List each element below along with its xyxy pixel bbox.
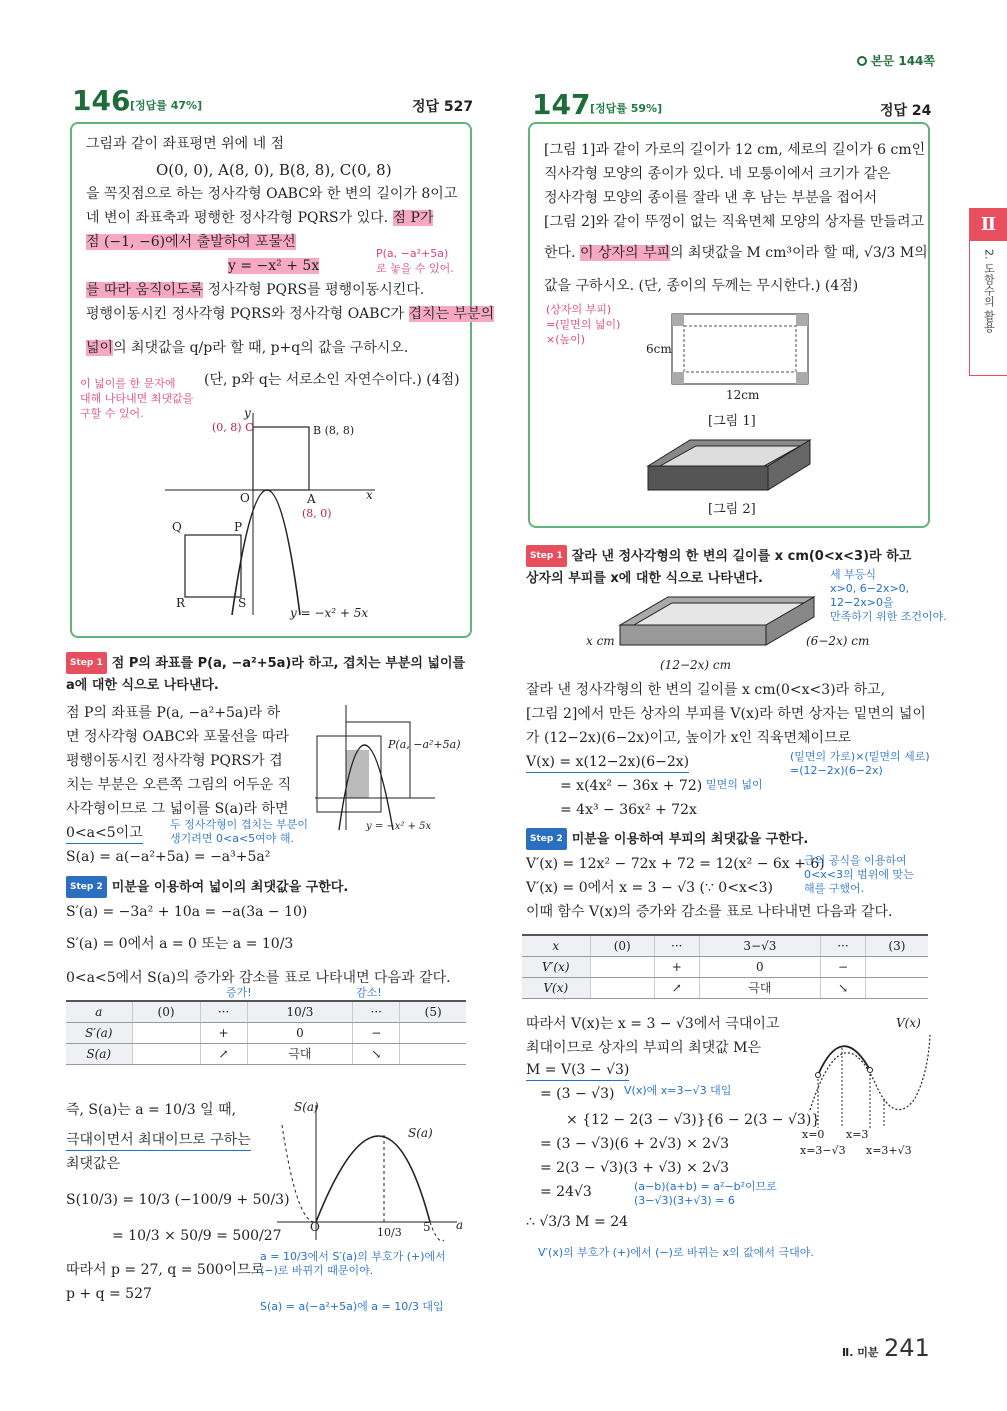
s2-146-l1: S′(a) = −3a² + 10a = −a(3a − 10) — [66, 904, 308, 920]
box-w: (12−2x) cm — [660, 658, 732, 672]
table-147: x (0) ··· 3−√3 ··· (3) V′(x) + 0 − V(x) ↗ 극대 ↘ — [522, 934, 928, 999]
graph2-curve: S(a) — [408, 1126, 433, 1140]
s2-146-l3: 0<a<5에서 S(a)의 증가와 감소를 표로 나타내면 다음과 같다. — [66, 970, 451, 986]
s3-146-l5: = 10/3 × 50/9 = 500/27 — [112, 1228, 282, 1244]
curve-v-main — [818, 1046, 870, 1075]
box-x: x cm — [586, 634, 615, 648]
s3-147-l8: = 24√3 — [540, 1184, 592, 1200]
s3-147-l3: M = V(3 − √3) — [526, 1060, 629, 1081]
square-oabc — [253, 427, 309, 490]
chapter-tab-label: 2. 도함수의 활용 — [982, 249, 996, 333]
s1-146-l4: 치는 부분은 오른쪽 그림의 어두운 직 — [66, 777, 292, 793]
s2-147-l3: 이때 함수 V(x)의 증가와 감소를 표로 나타내면 다음과 같다. — [526, 904, 893, 920]
label-s: S — [238, 596, 247, 610]
q146-line7: 평행이동시킨 정사각형 PQRS와 정사각형 OABC가 겹치는 부분의 — [86, 306, 495, 322]
label-o: O — [240, 491, 250, 505]
inc-label: 증가! — [226, 986, 252, 999]
s3-146-l3: 최댓값은 — [66, 1156, 121, 1172]
open-3 — [868, 1068, 873, 1073]
graph-v-label: V(x) — [896, 1016, 921, 1030]
note-diff-squares: (a−b)(a+b) = a²−b²이므로 (3−√3)(3+√3) = 6 — [634, 1180, 777, 1207]
s1-146-l3: 평행이동시킨 정사각형 PQRS가 겹 — [66, 753, 283, 769]
step2-tag-147: Step 2 — [526, 828, 567, 850]
curve-main — [316, 1136, 430, 1222]
s3-147-l1: 따라서 V(x)는 x = 3 − √3에서 극대이고 — [526, 1016, 780, 1032]
graph-xa: x=3−√3 — [800, 1144, 846, 1157]
fig1-width: 12cm — [726, 388, 760, 402]
circle-icon — [857, 56, 867, 66]
note-substitute: S(a) = a(−a²+5a)에 a = 10/3 대입 — [260, 1300, 444, 1313]
fig2-caption: [그림 2] — [708, 502, 756, 517]
page-number: 241 — [884, 1334, 930, 1362]
s3-147-l9: ∴ √3/3 M = 24 — [526, 1214, 629, 1230]
corner-tr — [796, 314, 808, 326]
s1-146-l6: 0<a<5이고 — [66, 823, 143, 844]
dec-label: 감소! — [356, 986, 382, 999]
step1-146-title: Step 1 점 P의 좌표를 P(a, −a²+5a)라 하고, 겹치는 부분의 넓이를 — [66, 652, 465, 674]
s1-146-l2: 면 정사각형 OABC와 포물선을 따라 — [66, 729, 289, 745]
s1-147-l5: = x(4x² − 36x + 72) — [560, 778, 703, 794]
q146-line8: 넓이의 최댓값을 q/p라 할 때, p+q의 값을 구하시오. — [86, 340, 409, 356]
note-inequality: 세 부등식 x>0, 6−2x>0, 12−2x>0을 만족하기 위한 조건이야. — [830, 568, 947, 623]
problem-147-answer: 정답 24 — [880, 103, 932, 119]
s3-147-l6: = (3 − √3)(6 + 2√3) × 2√3 — [540, 1136, 730, 1152]
note-area: 이 넓이를 한 문자에 대해 나타내면 최댓값을 구할 수 있어. — [80, 377, 194, 420]
open-0 — [816, 1073, 821, 1078]
curve-right — [430, 1222, 444, 1241]
corner-bl — [672, 372, 684, 384]
step1-147-title2: 상자의 부피를 x에 대한 식으로 나타낸다. — [526, 571, 763, 586]
note-base-label: 밑면의 넓이 — [706, 778, 763, 791]
label-y: y — [244, 406, 251, 420]
table-146: a (0) ··· 10/3 ··· (5) S′(a) + 0 − S(a) ↗ 극대 ↘ — [66, 1000, 466, 1065]
q147-line5: 한다. 이 상자의 부피의 최댓값을 M cm³이라 할 때, √3/3 M의 — [544, 245, 928, 261]
graph2-o: O — [310, 1220, 320, 1234]
graph2-a: a — [456, 1218, 464, 1232]
q146-line9: (단, p와 q는 서로소인 자연수이다.) (4점) — [204, 372, 460, 388]
small-curve-label: y = −x² + 5x — [366, 821, 432, 832]
q147-line2: 직사각형 모양의 종이가 있다. 네 모퉁이에서 크기가 같은 — [544, 166, 891, 182]
step1-146-title2: a에 대한 식으로 나타낸다. — [66, 678, 219, 693]
note-quadratic: 근의 공식을 이용하여 0<x<3의 범위에 맞는 해를 구했어. — [804, 854, 914, 895]
s3-146-l2: 극대이면서 최대이므로 구하는 — [66, 1130, 251, 1151]
label-p: P — [234, 520, 243, 534]
problem-147-rate: [정답률 59%] — [590, 102, 663, 115]
note-overlap: 두 정사각형이 겹치는 부분이 생기려면 0<a<5여야 해. — [170, 818, 309, 845]
s1-146-l1: 점 P의 좌표를 P(a, −a²+5a)라 하 — [66, 705, 281, 721]
note-base-area: (밑면의 가로)×(밑면의 세로) =(12−2x)(6−2x) — [790, 750, 930, 777]
problem-147-number: 147 — [532, 88, 591, 121]
s3-146-l7: p + q = 527 — [66, 1286, 152, 1302]
graph-xb: x=3+√3 — [866, 1144, 912, 1157]
square-pqrs — [185, 535, 241, 597]
note-volume: (상자의 부피) =(밑면의 넓이) ×(높이) — [546, 303, 621, 346]
corner-br — [796, 372, 808, 384]
s3-146-l6: 따라서 p = 27, q = 500이므로 — [66, 1262, 265, 1278]
fig1-height: 6cm — [646, 342, 672, 356]
corner-tl — [672, 314, 684, 326]
problem-146-rate: [정답률 47%] — [130, 99, 203, 112]
step1-tag: Step 1 — [66, 652, 107, 674]
s3-147-l4: = (3 − √3) — [540, 1086, 615, 1102]
graph2-s: S(a) — [294, 1100, 319, 1114]
s1-146-l7: S(a) = a(−a²+5a) = −a³+5a² — [66, 849, 271, 865]
label-r: R — [176, 596, 186, 610]
q147-line1: [그림 1]과 같이 가로의 길이가 12 cm, 세로의 길이가 6 cm인 — [544, 142, 926, 158]
note-max-147: V′(x)의 부호가 (+)에서 (−)로 바뀌는 x의 값에서 극대야. — [538, 1246, 814, 1259]
figure-1 — [668, 310, 813, 390]
box-front — [648, 466, 768, 490]
q146-line6: 를 따라 움직이도록 정사각형 PQRS를 평행이동시킨다. — [86, 282, 425, 298]
fig1-caption: [그림 1] — [708, 414, 756, 429]
note-p-coord: P(a, −a²+5a) 로 놓을 수 있어. — [376, 247, 454, 275]
q146-parabola: y = −x² + 5x — [228, 258, 320, 274]
step1-tag-147: Step 1 — [526, 545, 567, 567]
s3-147-l7: = 2(3 − √3)(3 + √3) × 2√3 — [540, 1160, 730, 1176]
box-diagram — [618, 595, 818, 661]
q147-line3: 정사각형 모양의 종이를 잘라 낸 후 남는 부분을 접어서 — [544, 190, 878, 206]
step2-146-title: Step 2 미분을 이용하여 넓이의 최댓값을 구한다. — [66, 876, 348, 898]
label-c: (0, 8) C — [212, 421, 254, 434]
page-ref: 본문 144쪽 — [857, 52, 935, 69]
box-front — [620, 625, 766, 645]
q146-line1: 그림과 같이 좌표평면 위에 네 점 — [86, 136, 285, 152]
graph-146 — [150, 405, 390, 625]
s3-147-l5: × {12 − 2(3 − √3)}{6 − 2(3 − √3)} — [566, 1112, 821, 1128]
q147-line4: [그림 2]와 같이 뚜껑이 없는 직육면체 모양의 상자를 만들려고 — [544, 214, 925, 230]
s1-147-l1: 잘라 낸 정사각형의 한 변의 길이를 x cm(0<x<3)라 하고, — [526, 682, 886, 698]
graph-x0: x=0 — [802, 1128, 825, 1141]
s3-146-l1: 즉, S(a)는 a = 10/3 일 때, — [66, 1102, 237, 1118]
s1-147-l4: V(x) = x(12−2x)(6−2x) — [526, 752, 689, 773]
q147-line6: 값을 구하시오. (단, 종이의 두께는 무시한다.) (4점) — [544, 278, 859, 294]
chapter-tab-roman: Ⅱ — [970, 209, 1007, 241]
figure-2 — [644, 436, 814, 496]
q146-line4: 네 변이 좌표축과 평행한 정사각형 PQRS가 있다. 점 P가 — [86, 210, 434, 226]
problem-146-number: 146 — [72, 84, 131, 117]
fold-lines — [684, 326, 796, 372]
chapter-tab[interactable] — [969, 208, 1007, 376]
paper-outline — [672, 314, 808, 384]
graph-v-x — [790, 1030, 940, 1130]
small-p-label: P(a, −a²+5a) — [388, 738, 461, 751]
s2-147-l1: V′(x) = 12x² − 72x + 72 = 12(x² − 6x + 6) — [526, 856, 825, 872]
small-graph-146 — [305, 700, 475, 835]
s1-147-l6: = 4x³ − 36x² + 72x — [560, 802, 697, 818]
s2-147-l2: V′(x) = 0에서 x = 3 − √3 (∵ 0<x<3) — [526, 880, 773, 896]
note-sign-change: a = 10/3에서 S′(a)의 부호가 (+)에서 (−)로 바뀌기 때문이야. — [260, 1250, 446, 1277]
footer-chapter: Ⅱ. 미분 — [842, 1346, 879, 1359]
label-curve: y = −x² + 5x — [290, 606, 369, 620]
problem-146-answer: 정답 527 — [412, 99, 474, 115]
graph2-five: 5 — [423, 1220, 431, 1234]
s3-146-l4: S(10/3) = 10/3 (−100/9 + 50/3) — [66, 1192, 290, 1208]
graph2-t: 10/3 — [377, 1226, 402, 1239]
s2-146-l2: S′(a) = 0에서 a = 0 또는 a = 10/3 — [66, 936, 294, 952]
s1-146-l5: 사각형이므로 그 넓이를 S(a)라 하면 — [66, 801, 289, 817]
label-q: Q — [172, 520, 182, 534]
s1-147-l2: [그림 2]에서 만든 상자의 부피를 V(x)라 하면 상자는 밑면의 넓이 — [526, 706, 926, 722]
label-x: x — [366, 488, 373, 502]
q146-line3: 을 꼭짓점으로 하는 정사각형 OABC와 한 변의 길이가 8이고 — [86, 186, 458, 202]
graph-s-a — [272, 1100, 467, 1245]
s3-147-l2: 최대이므로 상자의 부피의 최댓값 M은 — [526, 1040, 761, 1056]
graph-x3: x=3 — [846, 1128, 869, 1141]
q146-line2: O(0, 0), A(8, 0), B(8, 8), C(0, 8) — [156, 161, 392, 179]
step2-147-title: Step 2 미분을 이용하여 부피의 최댓값을 구한다. — [526, 828, 808, 850]
label-b: B (8, 8) — [313, 424, 355, 437]
note-substitute-147: V(x)에 x=3−√3 대입 — [624, 1084, 732, 1097]
step1-147-title: Step 1 잘라 낸 정사각형의 한 변의 길이를 x cm(0<x<3)라 하고 — [526, 545, 911, 567]
curve-left — [282, 1125, 316, 1222]
q146-line5: 점 (−1, −6)에서 출발하여 포물선 — [86, 234, 296, 250]
box-d: (6−2x) cm — [806, 634, 870, 648]
step2-tag: Step 2 — [66, 876, 107, 898]
label-a: A — [307, 492, 316, 506]
s1-147-l3: 가 (12−2x)(6−2x)이고, 높이가 x인 직육면체이므로 — [526, 730, 852, 746]
label-a-coord: (8, 0) — [302, 507, 332, 520]
